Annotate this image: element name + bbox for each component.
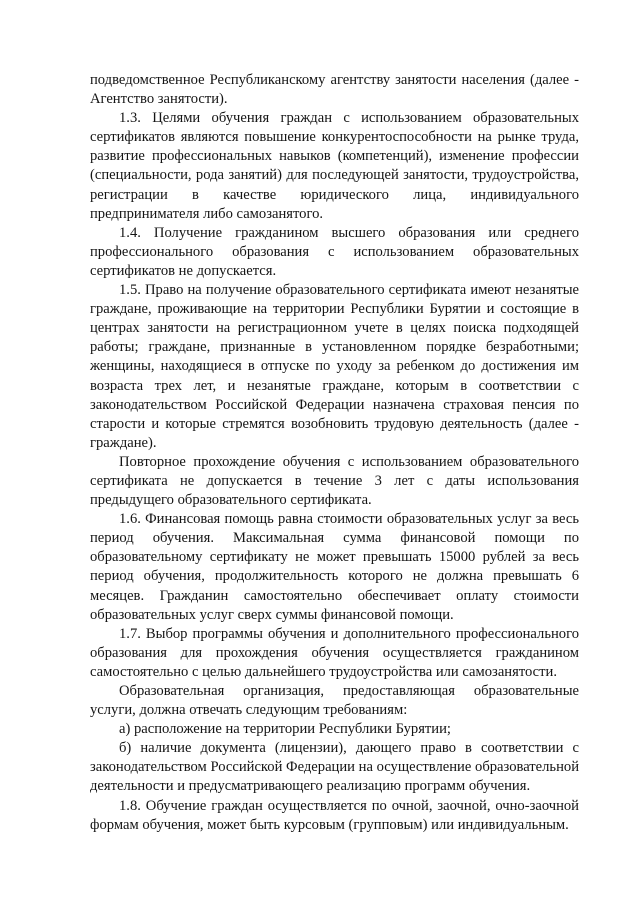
- paragraph-1-3-training-goals: 1.3. Целями обучения граждан с использованием образовательных сертификатов являются повышение конкурентоспособности на рынке труда, развитие профессиональных навыков (компетенций), изменение профессии (специальности, рода занятий) для последующей занятости, трудоустройства, регистрации в качестве юридического лица, индивидуального предпринимателя либо самозанятого.: [90, 110, 579, 222]
- paragraph-agency-continuation: подведомственное Республиканскому агентству занятости населения (далее - Агентство занятости).: [90, 72, 579, 108]
- paragraph-requirement-b: б) наличие документа (лицензии), дающего право в соответствии с законодательством Российской Федерации на осуществление образовательной деятельности и предусматривающего реализацию программ обучения.: [90, 740, 579, 795]
- paragraph-1-8-training-forms: 1.8. Обучение граждан осуществляется по очной, заочной, очно-заочной формам обучения, может быть курсовым (групповым) или индивидуальным.: [90, 797, 579, 833]
- paragraph-organization-requirements: Образовательная организация, предоставляющая образовательные услуги, должна отвечать следующим требованиям:: [90, 683, 579, 719]
- paragraph-repeat-training: Повторное прохождение обучения с использованием образовательного сертификата не допускается в течение 3 лет с даты использования предыдущего образовательного сертификата.: [90, 453, 579, 509]
- paragraph-1-4-higher-education: 1.4. Получение гражданином высшего образования или среднего профессионального образования с использованием образовательных сертификатов не допускается.: [90, 224, 579, 279]
- paragraph-1-5-eligibility: 1.5. Право на получение образовательного сертификата имеют незанятые граждане, проживающие на территории Республики Бурятии и состоящие в центрах занятости на регистрационном учете в целях поиска подходящей работы; граждане, признанные в установленном порядке безработными; женщины, находящиеся в отпуске по уходу за ребенком до достижения им возраста трех лет, и незанятые граждане, которым в соответствии с законодательством Российской Федерации назначена страховая пенсия по старости и которые стремятся возобновить трудовую деятельность (далее - граждане).: [90, 282, 579, 451]
- paragraph-requirement-a: а) расположение на территории Республики Бурятии;: [119, 721, 451, 738]
- paragraph-1-6-financial-aid: 1.6. Финансовая помощь равна стоимости образовательных услуг за весь период обучения. Максимальная сумма финансовой помощи по образовательному сертификату не может превышать 15000 рублей за весь период обучения, продолжительность которого не должна превышать 6 месяцев. Гражданин самостоятельно обеспечивает оплату стоимости образовательных услуг сверх суммы финансовой помощи.: [90, 511, 579, 623]
- paragraph-1-7-program-choice: 1.7. Выбор программы обучения и дополнительного профессионального образования для прохождения обучения осуществляется гражданином самостоятельно с целью дальнейшего трудоустройства или самозанятости.: [90, 625, 579, 680]
- document-page: [90, 71, 579, 835]
